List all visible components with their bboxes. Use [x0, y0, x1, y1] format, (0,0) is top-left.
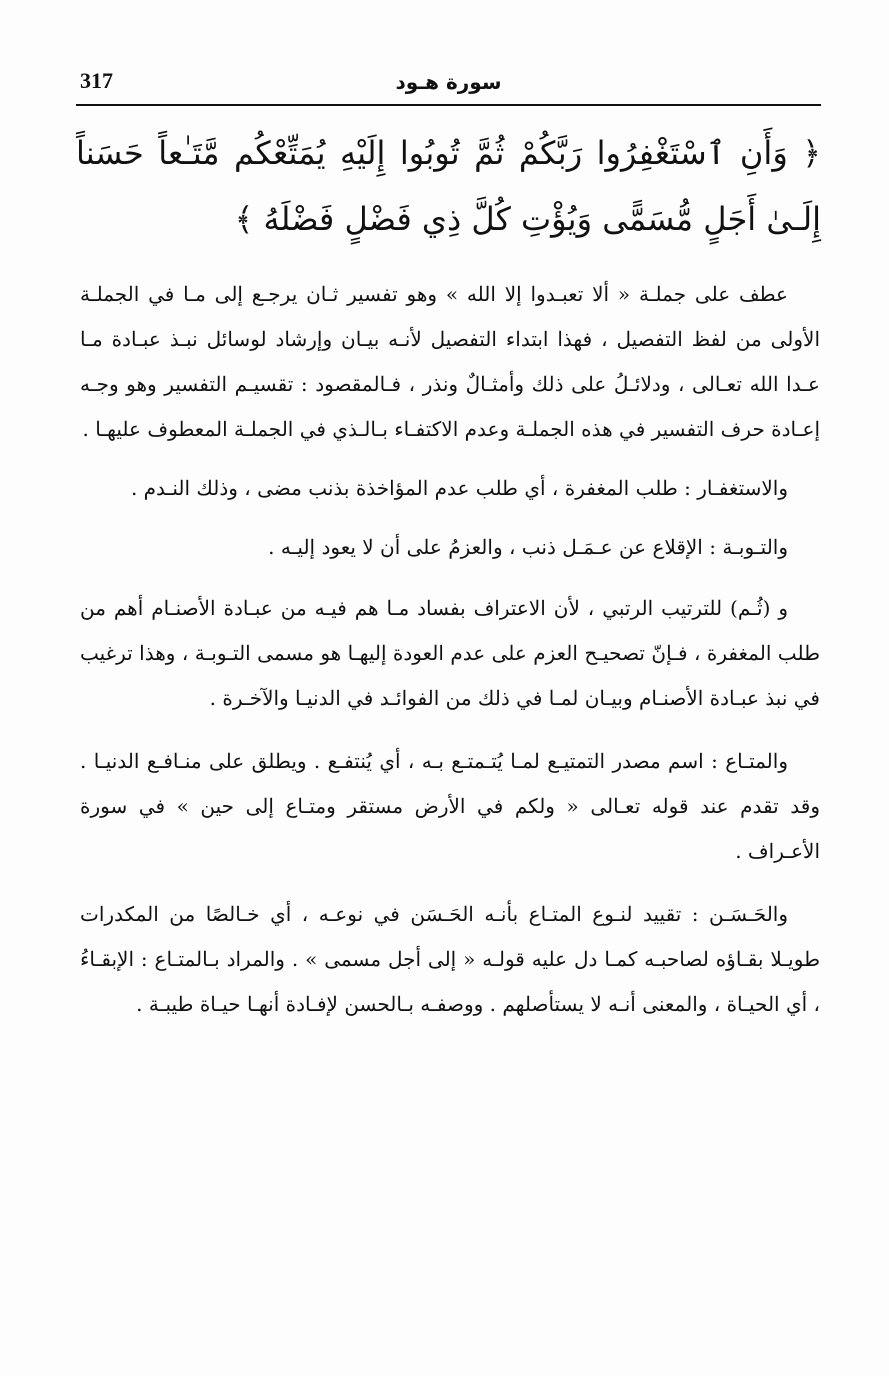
- paragraph-thumma: و (ثُـم) للترتيب الرتبي ، لأن الاعتراف بفساد مـا هم فيـه من عبـادة الأصنـام أهم من طلب المغفرة ، فـإنّ تصحيـح العزم على عدم العودة إليهـا هو مسمى التـوبـة ، وهذا ترغيب في نبذ عبـادة الأصنـام وبيـان لمـا في ذلك من الفوائـد في الدنيـا والآخـرة .: [80, 596, 820, 710]
- page-number: 317: [80, 68, 113, 93]
- header-divider: [76, 104, 821, 106]
- quran-verse: ﴿ وَأَنِ ٱسْتَغْفِرُوا رَبَّكُمْ ثُمَّ تُوبُوا إِلَيْهِ يُمَتِّعْكُم مَّتَـٰعاً حَسَناً إِلَـىٰ أَجَلٍ مُّسَمًّى وَيُؤْتِ كُلَّ ذِي فَضْلٍ فَضْلَهُ ﴾: [76, 134, 821, 238]
- paragraph-mataa: والمتـاع : اسم مصدر التمتيـع لمـا يُتـمتـع بـه ، أي يُنتفـع . ويطلق على منـافـع الدنيـا . وقد تقدم عند قوله تعـالى « ولكم في الأرض مستقر ومتـاع إلى حين » في سورة الأعـراف .: [80, 749, 820, 863]
- paragraph-tawba: والتـوبـة : الإقلاع عن عـمَـل ذنب ، والعزمُ على أن لا يعود إليـه .: [268, 535, 788, 559]
- page-header: [76, 66, 821, 106]
- commentary-body: [80, 272, 820, 1027]
- paragraph-atf: عطف على جملـة « ألا تعبـدوا إلا الله » وهو تفسير ثـان يرجـع إلى مـا في الجملـة الأولى من لفظ التفصيل ، فهذا ابتداء التفصيل لأنـه بيـان وإرشاد لوسائل نبـذ عبـادة مـا عـدا الله تعـالى ، ودلائـلُ على ذلك وأمثـالٌ ونذر ، فـالمقصود : تقسيـم التفسير وهو وجـه إعـادة حرف التفسير في هذه الجملـة وعدم الاكتفـاء بـالـذي في الجملـة المعطوف عليهـا .: [80, 282, 820, 441]
- paragraph-istighfar: والاستغفـار : طلب المغفرة ، أي طلب عدم المؤاخذة بذنب مضى ، وذلك النـدم .: [130, 476, 788, 500]
- paragraph-hasan: والحَـسَـن : تقييد لنـوع المتـاع بأنـه الحَـسَن في نوعـه ، أي خـالصًا من المكدرات طويـلا بقـاؤه لصاحبـه كمـا دل عليه قولـه « إلى أجل مسمى » . والمراد بـالمتـاع : الإبقـاءُ ، أي الحيـاة ، والمعنى أنـه لا يستأصلهم . ووصفـه بـالحسن لإفـادة أنهـا حيـاة طيبـة .: [80, 902, 820, 1016]
- surah-title: سورة هـود: [395, 70, 502, 94]
